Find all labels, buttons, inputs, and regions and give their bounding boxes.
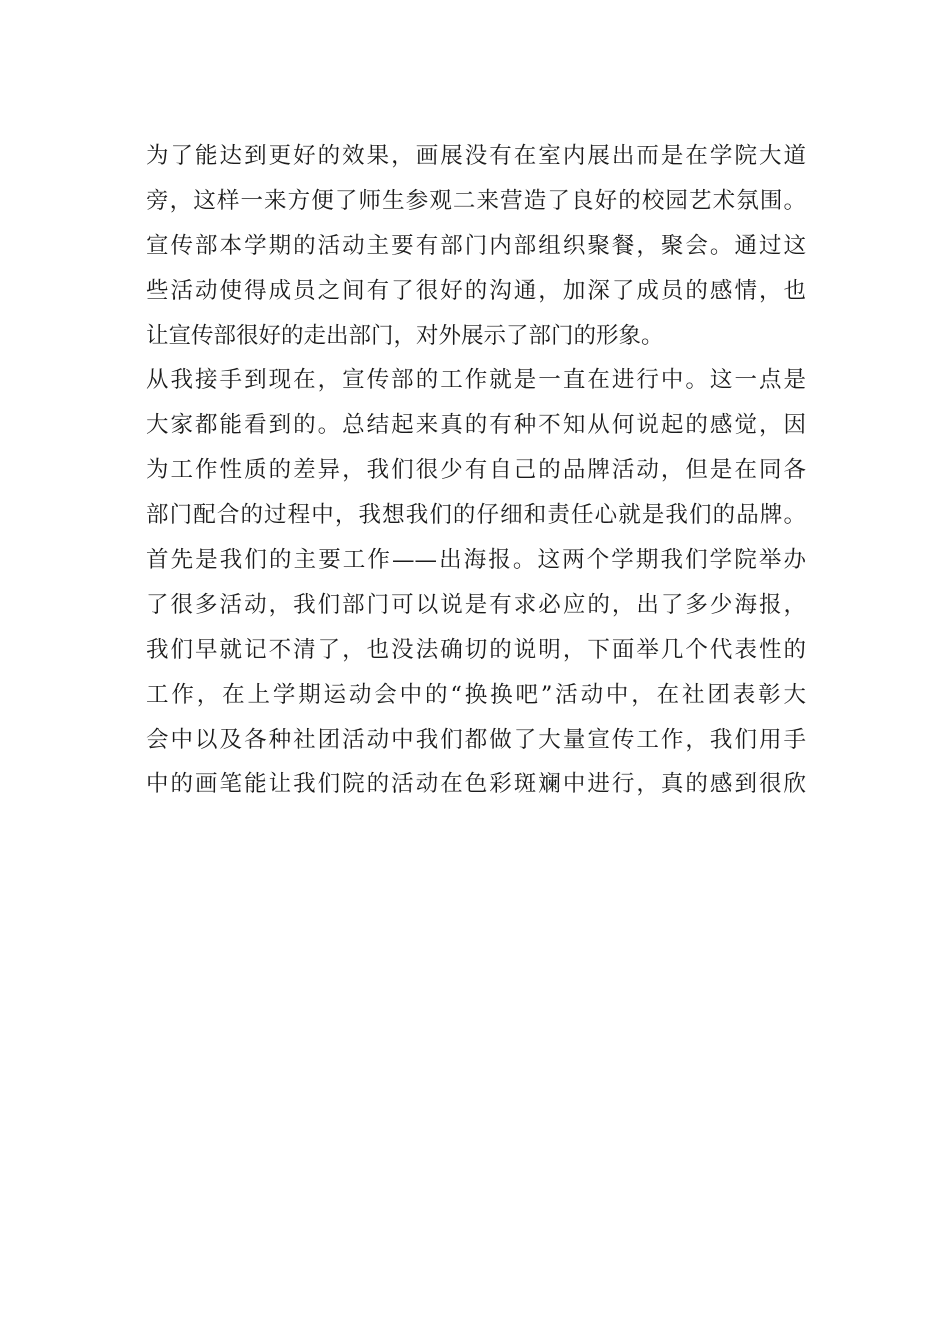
text-line: 旁，这样一来方便了师生参观二来营造了良好的校园艺术氛围。: [146, 187, 806, 214]
text-line: 些活动使得成员之间有了很好的沟通，加深了成员的感情，也: [146, 277, 806, 304]
text-line: 为了能达到更好的效果，画展没有在室内展出而是在学院大道: [146, 143, 806, 169]
text-line: 为工作性质的差异，我们很少有自己的品牌活动，但是在同各: [146, 457, 806, 484]
text-line: 我们早就记不清了，也没法确切的说明，下面举几个代表性的: [146, 636, 806, 663]
text-line: 让宣传部很好的走出部门，对外展示了部门的形象。: [146, 322, 664, 349]
text-line: 宣传部本学期的活动主要有部门内部组织聚餐，聚会。通过这: [146, 232, 806, 259]
text-line: 工作，在上学期运动会中的“换换吧”活动中，在社团表彰大: [146, 681, 806, 708]
text-line: 了很多活动，我们部门可以说是有求必应的，出了多少海报，: [146, 591, 806, 618]
body-text: [146, 134, 806, 807]
text-line: 中的画笔能让我们院的活动在色彩斑斓中进行，真的感到很欣: [146, 771, 806, 798]
text-line: 大家都能看到的。总结起来真的有种不知从何说起的感觉，因: [146, 412, 806, 439]
text-line: 会中以及各种社团活动中我们都做了大量宣传工作，我们用手: [146, 726, 806, 753]
text-line: 首先是我们的主要工作——出海报。这两个学期我们学院举办: [146, 547, 806, 574]
text-line: 从我接手到现在，宣传部的工作就是一直在进行中。这一点是: [146, 367, 806, 394]
text-line: 部门配合的过程中，我想我们的仔细和责任心就是我们的品牌。: [146, 502, 806, 529]
